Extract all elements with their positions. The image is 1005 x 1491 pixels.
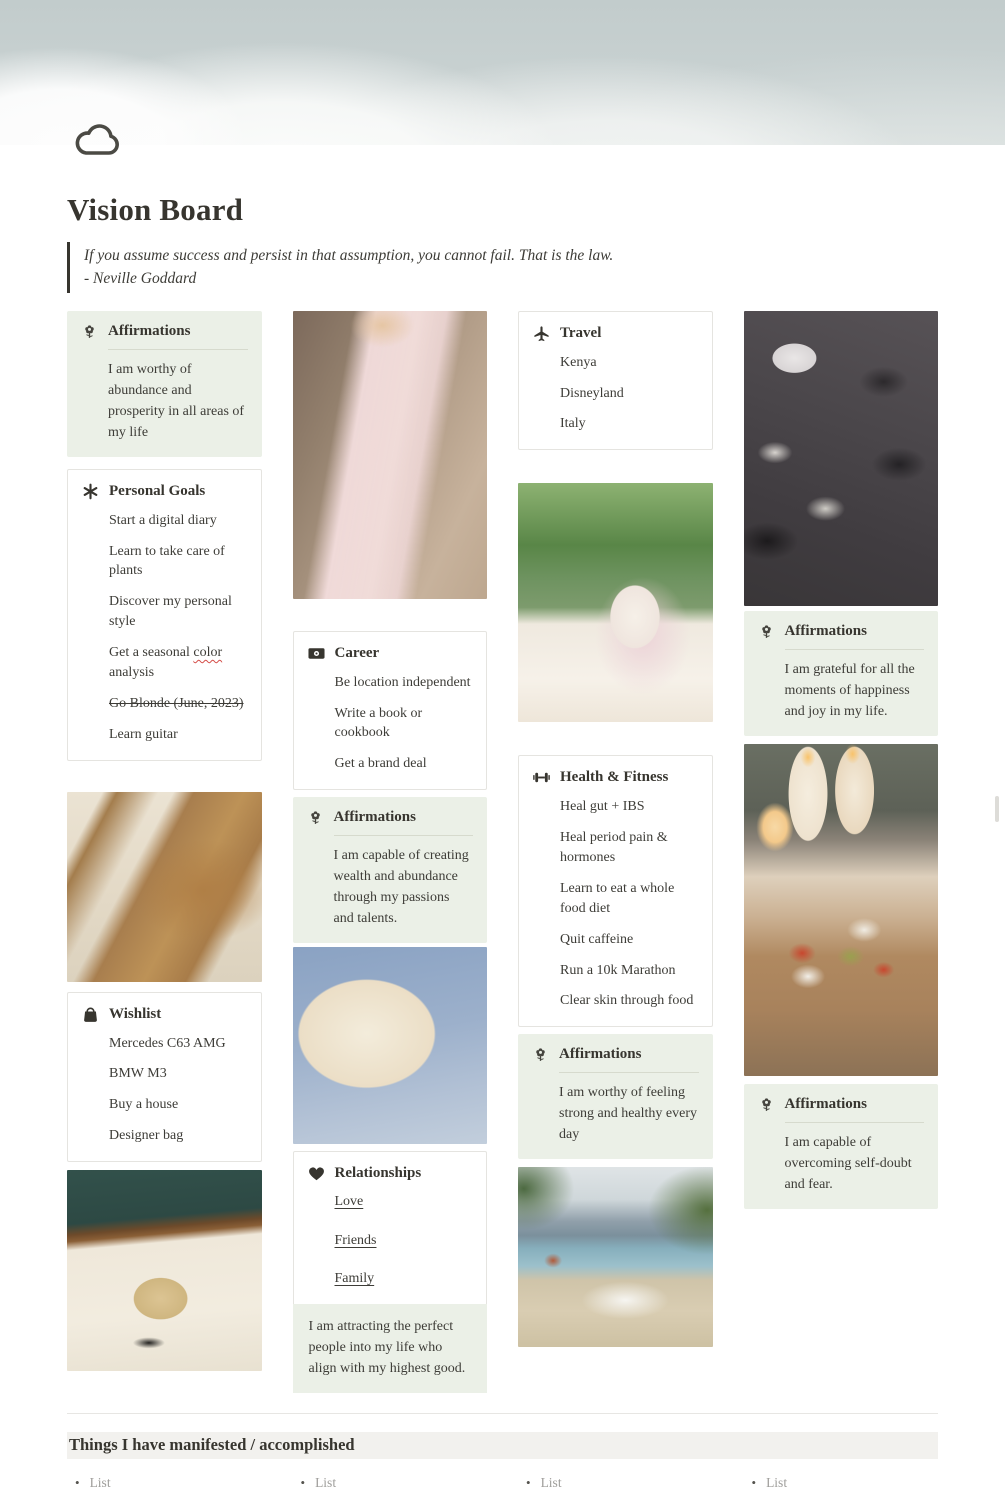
cloud-icon[interactable] [73, 119, 123, 161]
affirmation-text: I am grateful for all the moments of happiness and joy in my life. [784, 661, 915, 719]
callout-divider [334, 835, 474, 836]
list-item: Kenya [560, 354, 597, 370]
list-item: Get a seasonal color analysis [109, 645, 223, 680]
list-item: Clear skin through food [560, 993, 694, 1009]
quote-line: If you assume success and persist in that assumption, you cannot fail. That is the law. [84, 247, 614, 265]
list-item: Be location independent [334, 674, 471, 690]
list-item: Discover my personal style [109, 594, 232, 630]
box-title: Wishlist [109, 1005, 162, 1022]
callout-divider [559, 1072, 699, 1073]
list-item: Run a 10k Marathon [560, 962, 676, 978]
list-item: Learn to take care of plants [109, 543, 225, 579]
callout-title: Affirmations [559, 1046, 642, 1063]
box-title: Health & Fitness [560, 769, 669, 786]
affirmations-callout-health [518, 1034, 713, 1159]
empty-list-item[interactable]: • List [293, 1475, 488, 1491]
photo-boat-prada-bag [67, 1170, 262, 1371]
shopping-bag-icon [82, 1006, 99, 1023]
affirmations-callout-gratitude [744, 611, 939, 736]
affirmation-text: I am worthy of abundance and prosperity in all areas of my life [108, 361, 245, 440]
empty-list-item[interactable]: • List [67, 1475, 262, 1491]
callout-divider [785, 649, 925, 650]
callout-divider [785, 1122, 925, 1123]
affirmation-text-relationships: I am attracting the perfect people into my life who align with my highest good. [293, 1304, 488, 1393]
travel-box [518, 311, 713, 451]
photo-pink-dress [293, 311, 488, 599]
callout-title: Affirmations [108, 322, 191, 339]
callout-title: Affirmations [784, 622, 867, 639]
list-item: Heal gut + IBS [560, 799, 645, 815]
callout-divider [108, 349, 248, 350]
callout-title: Affirmations [784, 1095, 867, 1112]
airplane-icon [533, 325, 550, 342]
callout-title: Affirmations [333, 809, 416, 826]
photo-lounge-chair [518, 1167, 713, 1347]
affirmations-callout-wealth [293, 797, 488, 943]
page-title: Vision Board [67, 192, 244, 227]
affirmation-text: I am capable of overcoming self-doubt and fear. [784, 1134, 912, 1192]
column-4 [744, 311, 939, 1209]
flower-icon [81, 323, 98, 340]
list-item: Designer bag [109, 1128, 184, 1144]
asterisk-icon [82, 483, 99, 500]
list-item: Learn guitar [109, 726, 178, 742]
relationships-group [293, 1151, 488, 1393]
dumbbell-icon [533, 769, 550, 786]
flower-icon [307, 809, 324, 826]
scrollbar-thumb[interactable] [995, 796, 999, 822]
affirmations-callout-confidence [744, 1084, 939, 1209]
banknote-icon [308, 645, 325, 662]
list-item: Write a book or cookbook [334, 705, 423, 741]
box-title: Career [334, 644, 380, 661]
list-item: Disneyland [560, 385, 624, 401]
column-2 [293, 311, 488, 1393]
flower-icon [758, 623, 775, 640]
box-title: Relationships [334, 1165, 422, 1182]
list-item: Start a digital diary [109, 512, 217, 528]
list-item-completed: Go Blonde (June, 2023) [109, 695, 244, 711]
board-grid [67, 311, 938, 1393]
column-3 [518, 311, 713, 1348]
relationships-box [293, 1151, 488, 1304]
list-item: Buy a house [109, 1097, 179, 1113]
box-title: Personal Goals [109, 482, 206, 499]
photo-candles-avocado-toast [744, 744, 939, 1076]
list-item: BMW M3 [109, 1066, 167, 1082]
career-box [293, 631, 488, 791]
empty-list-item[interactable]: • List [518, 1475, 713, 1491]
photo-guitar [67, 792, 262, 982]
flower-icon [532, 1046, 549, 1063]
list-item: Get a brand deal [334, 756, 427, 772]
misspelled-word: color [193, 645, 223, 661]
cover-image[interactable] [0, 0, 1005, 145]
list-item: Learn to eat a whole food diet [560, 880, 675, 916]
wishlist-box [67, 992, 262, 1163]
health-fitness-box [518, 755, 713, 1027]
column-1 [67, 311, 262, 1371]
box-title: Travel [560, 324, 602, 341]
page-body [0, 191, 1005, 1491]
page-link-love[interactable]: Love [334, 1194, 364, 1210]
quote-block [67, 242, 938, 293]
affirmations-callout-abundance [67, 311, 262, 457]
list-item: Italy [560, 416, 586, 432]
heart-icon [308, 1165, 325, 1182]
affirmation-text: I am worthy of feeling strong and healthy every day [559, 1085, 698, 1143]
empty-list-item[interactable]: • List [744, 1475, 939, 1491]
manifested-heading: Things I have manifested / accomplished [67, 1432, 938, 1459]
divider [67, 1413, 938, 1414]
photo-beach-umbrella [293, 947, 488, 1144]
manifested-lists [67, 1475, 938, 1491]
page-link-friends[interactable]: Friends [334, 1232, 377, 1248]
photo-gym-floor [744, 311, 939, 606]
list-item: Mercedes C63 AMG [109, 1035, 226, 1051]
list-item: Heal period pain & hormones [560, 830, 668, 866]
flower-icon [758, 1096, 775, 1113]
list-item: Quit caffeine [560, 931, 634, 947]
photo-lake-bouquet [518, 483, 713, 722]
personal-goals-box [67, 469, 262, 761]
page-link-family[interactable]: Family [334, 1271, 375, 1287]
affirmation-text: I am capable of creating wealth and abundance through my passions and talents. [333, 848, 469, 927]
quote-author: - Neville Goddard [84, 270, 197, 288]
